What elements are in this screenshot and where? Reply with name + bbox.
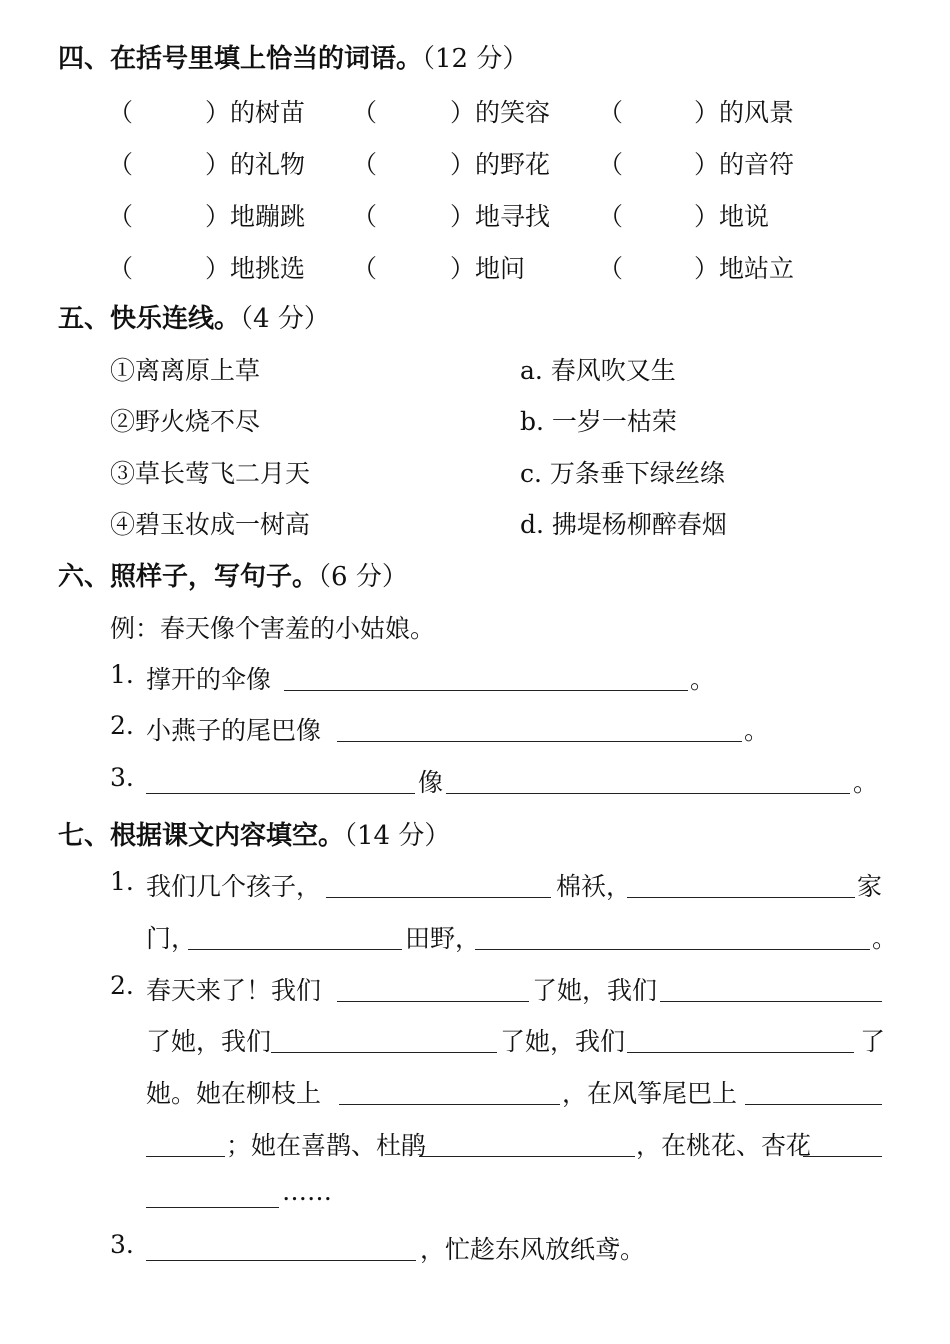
left-paren: （ [598,150,624,179]
answer-blank[interactable] [284,690,688,691]
section-title: 七、根据课文内容填空。 [58,821,345,851]
period: 。 [690,665,716,694]
poem-line-left: ②野火烧不尽 [110,407,261,436]
left-paren: （ [108,150,134,179]
fill-item: ）的野花 [450,150,551,179]
answer-blank[interactable] [146,1156,225,1157]
question-number: 2. [110,971,134,1000]
left-paren: （ [598,202,624,231]
section-title: 六、照样子，写句子。 [58,562,319,592]
section-6-heading [58,556,408,593]
poem-line-right: b. 一岁一枯荣 [520,407,677,436]
fill-item: ）的树苗 [205,98,306,127]
question-text: ，在风筝尾巴上 [562,1079,738,1108]
left-paren: （ [352,98,378,127]
question-prompt: 像 [418,768,444,797]
poem-line-left: ③草长莺飞二月天 [110,459,311,488]
left-paren: （ [108,202,134,231]
fill-item: ）地挑选 [205,254,306,283]
fill-item: ）的音符 [694,150,795,179]
answer-blank[interactable] [803,1156,882,1157]
question-number: 3. [110,1230,134,1259]
answer-blank[interactable] [419,1156,635,1157]
section-score: （4 分） [240,304,330,334]
question-number: 2. [110,711,134,740]
question-text: ，在桃花、杏花 [636,1131,812,1160]
question-text: 田野， [405,924,481,953]
question-text: 门， [146,924,197,953]
question-prompt: 小燕子的尾巴像 [146,716,322,745]
answer-blank[interactable] [271,1052,497,1053]
answer-blank[interactable] [627,897,855,898]
fill-item: ）地蹦跳 [205,202,306,231]
left-paren: （ [598,98,624,127]
left-paren: （ [352,202,378,231]
question-text: 了 [860,1027,886,1056]
fill-item: ）的礼物 [205,150,306,179]
section-score: （6 分） [318,562,408,592]
question-text: 了她，我们 [532,976,658,1005]
poem-line-left: ①离离原上草 [110,356,261,385]
fill-item: ）地寻找 [450,202,551,231]
fill-item: ）地站立 [694,254,795,283]
left-paren: （ [352,150,378,179]
answer-blank[interactable] [337,741,742,742]
question-text: 棉袄， [556,872,632,901]
period: 。 [744,716,770,745]
left-paren: （ [108,254,134,283]
poem-line-left: ④碧玉妆成一树高 [110,510,311,539]
ellipsis: …… [282,1177,332,1206]
fill-item: ）地问 [450,254,526,283]
left-paren: （ [108,98,134,127]
question-number: 1. [110,660,134,689]
answer-blank[interactable] [146,1260,416,1261]
answer-blank[interactable] [339,1104,560,1105]
question-text: ；她在喜鹊、杜鹃 [226,1131,427,1160]
section-4-heading [58,38,528,75]
question-number: 3. [110,763,134,792]
poem-line-right: c. 万条垂下绿丝绦 [520,459,725,488]
section-score: （12 分） [422,44,529,74]
question-text: 春天来了！我们 [146,976,322,1005]
answer-blank[interactable] [188,949,402,950]
section-5-heading [58,298,330,335]
answer-blank[interactable] [475,949,870,950]
answer-blank[interactable] [337,1001,529,1002]
answer-blank[interactable] [660,1001,882,1002]
question-text: 了她，我们 [500,1027,626,1056]
fill-item: ）的风景 [694,98,795,127]
question-text: ，忙趁东风放纸鸢。 [420,1235,646,1264]
fill-item: ）地说 [694,202,770,231]
answer-blank[interactable] [446,793,850,794]
answer-blank[interactable] [326,897,551,898]
question-text: 她。她在柳枝上 [146,1079,322,1108]
question-text: 家 [857,872,883,901]
poem-line-right: d. 拂堤杨柳醉春烟 [520,510,727,539]
question-prompt: 撑开的伞像 [146,665,272,694]
example-sentence: 例：春天像个害羞的小姑娘。 [110,614,436,643]
period: 。 [872,924,898,953]
section-score: （14 分） [344,821,451,851]
answer-blank[interactable] [627,1052,854,1053]
left-paren: （ [352,254,378,283]
fill-item: ）的笑容 [450,98,551,127]
section-title: 五、快乐连线。 [58,304,241,334]
question-number: 1. [110,867,134,896]
answer-blank[interactable] [146,1207,279,1208]
period: 。 [853,768,879,797]
poem-line-right: a. 春风吹又生 [520,356,676,385]
question-text: 了她，我们 [146,1027,272,1056]
section-title: 四、在括号里填上恰当的词语。 [58,44,423,74]
answer-blank[interactable] [745,1104,882,1105]
question-text: 我们几个孩子， [146,872,322,901]
section-7-heading [58,815,450,852]
left-paren: （ [598,254,624,283]
answer-blank[interactable] [146,793,415,794]
